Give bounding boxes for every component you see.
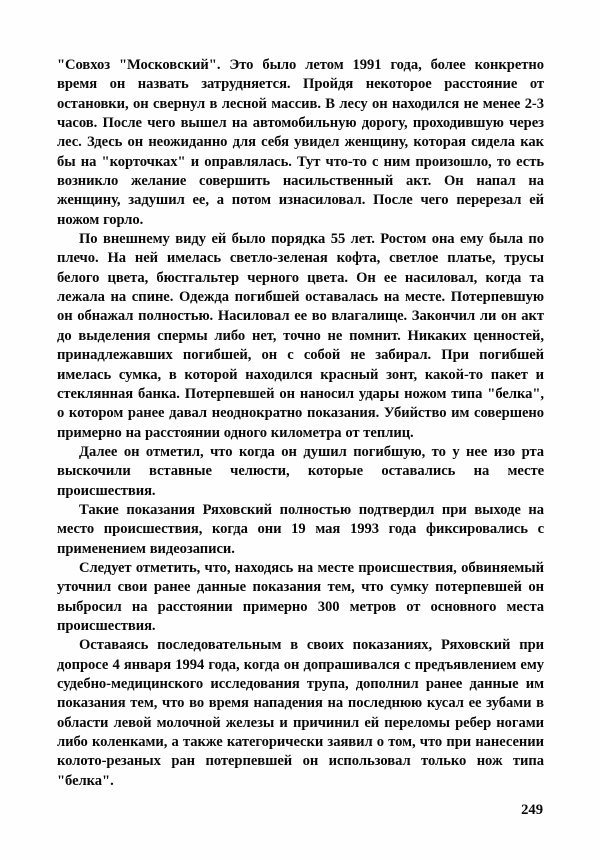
- paragraph-3: Далее он отметил, что когда он душил погибшую, то у нее изо рта выскочили вставные челюсти, которые оставались на месте происшествия.: [57, 443, 544, 499]
- paragraph-1: "Совхоз "Московский". Это было летом 1991 года, более конкретно время он назвать затрудняется. Пройдя некоторое расстояние от остановки, он свернул в лесной массив. В лесу он находился не менее 2-3 часов. После чего вышел на автомобильную дорогу, проходившую через лес. Здесь он неожиданно для себя увидел женщину, которая сидела как бы на "корточках" и оправлялась. Тут что-то с ним произошло, то есть возникло желание совершить насильственный акт. Он напал на женщину, задушил ее, а потом изнасиловал. После чего перерезал ей ножом горло.: [57, 57, 544, 228]
- page-number: 249: [521, 802, 543, 818]
- paragraph-2: По внешнему виду ей было порядка 55 лет. Ростом она ему была по плечо. На ней имелась светло-зеленая кофта, светлое платье, трусы белого цвета, бюстгальтер черного цвета. Он ее насиловал, когда та лежала на спине. Одежда погибшей оставалась на месте. Потерпевшую он обнажал полностью. Насиловал ее во влагалище. Закончил ли он акт до выделения спермы либо нет, точно не помнит. Никаких ценностей, принадлежавших погибшей, он с собой не забирал. При погибшей имелась сумка, в которой находился красный зонт, какой-то пакет и стеклянная банка. Потерпевшей он наносил удары ножом типа "белка", о котором ранее давал неоднократно показания. Убийство им совершено примерно на расстоянии одного километра от теплиц.: [57, 231, 544, 441]
- paragraph-4: Такие показания Ряховский полностью подтвердил при выходе на место происшествия, когда они 19 мая 1993 года фиксировались с применением видеозаписи.: [57, 501, 544, 557]
- paragraph-6: Оставаясь последовательным в своих показаниях, Ряховский при допросе 4 января 1994 года, когда он допрашивался с предъявлением ему судебно-медицинского исследования трупа, дополнил ранее данные им показания тем, что во время нападения на последнюю кусал ее зубами в области левой молочной железы и причинил ей переломы ребер ногами либо коленками, а также категорически заявил о том, что при нанесении колото-резаных ран потерпевшей он использовал только нож типа "белка".: [57, 637, 544, 789]
- paragraph-5: Следует отметить, что, находясь на месте происшествия, обвиняемый уточнил свои ранее данные показания тем, что сумку потерпевшей он выбросил на расстоянии примерно 300 метров от основного места происшествия.: [57, 559, 544, 634]
- page-text-body: [57, 56, 544, 791]
